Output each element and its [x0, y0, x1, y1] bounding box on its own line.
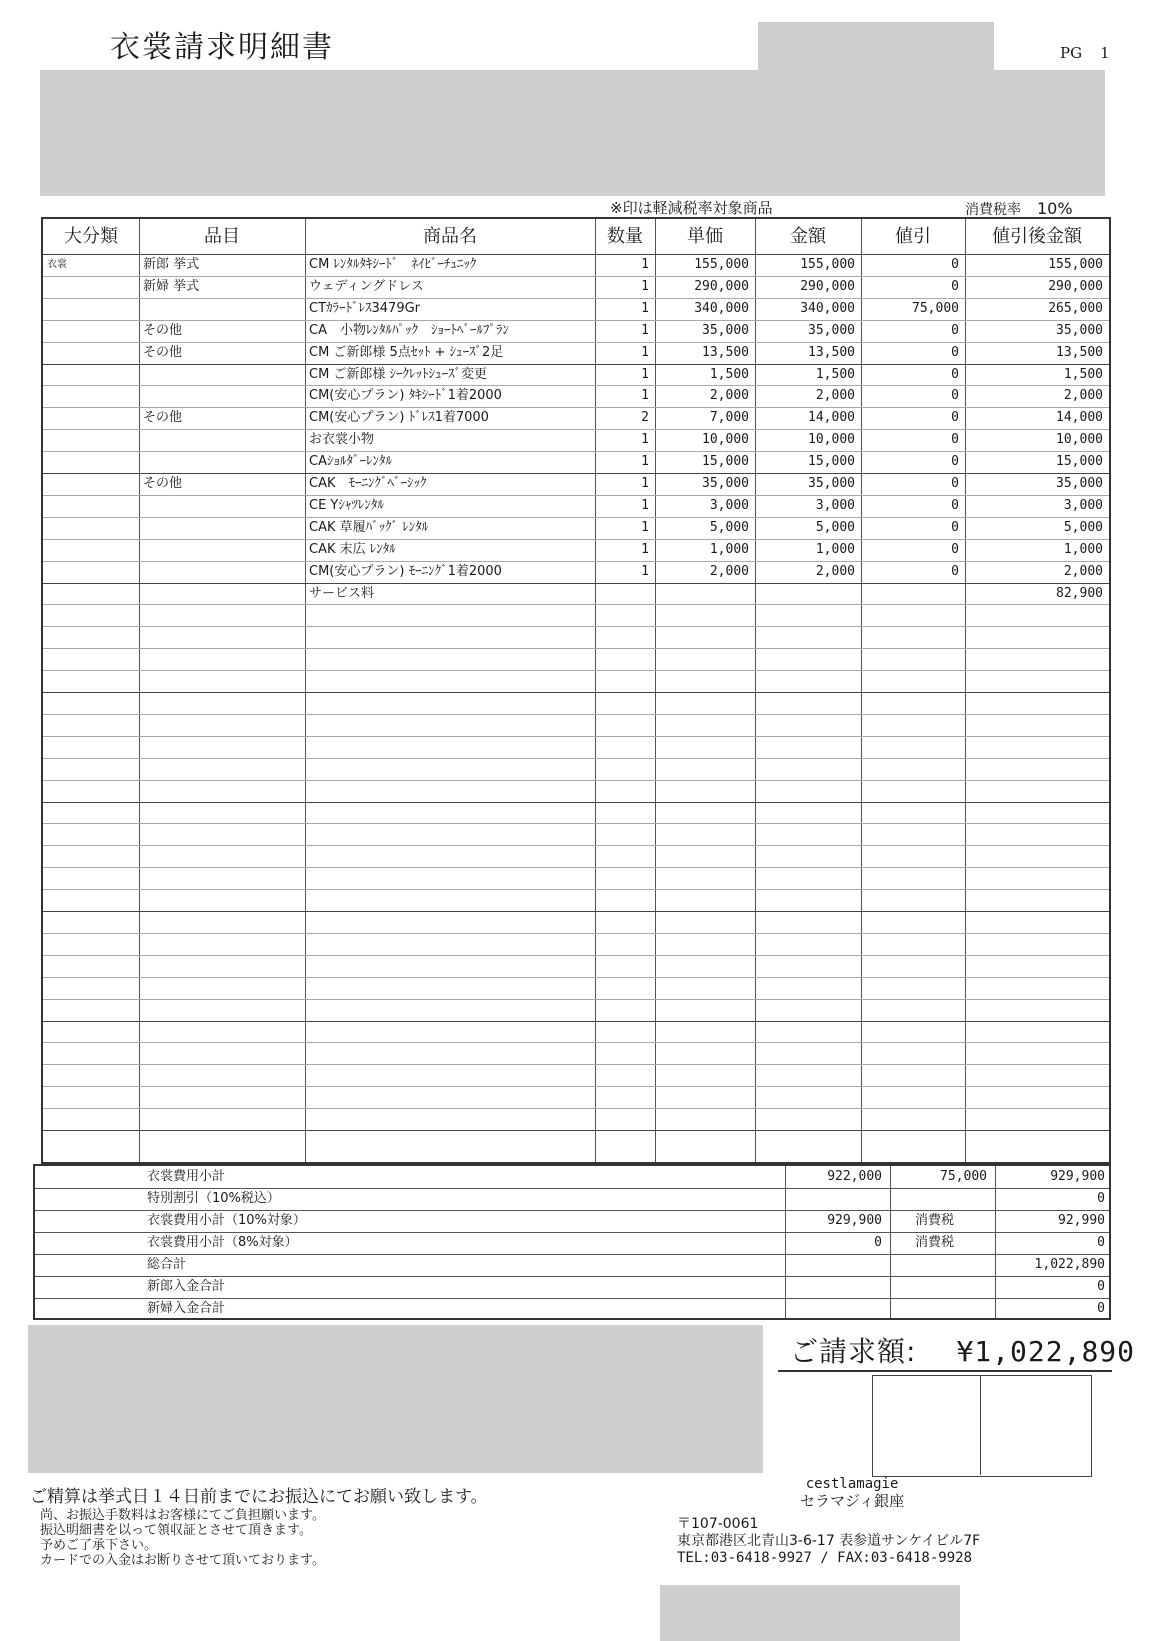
billing-value: ¥1,022,890: [956, 1335, 1136, 1368]
cell-item: [143, 451, 299, 473]
cell-product-name: お衣裳小物: [309, 432, 375, 448]
detail-table: [41, 217, 1111, 1164]
cell-net-amount: 1,500: [1063, 366, 1103, 382]
cell-item: [143, 429, 299, 451]
cell-net-amount: 14,000: [1056, 410, 1103, 426]
row-rule: [43, 1108, 1109, 1109]
cell-product-name: CM ﾚﾝﾀﾙﾀｷｼｰﾄﾞ ﾈｲﾋﾞｰﾁｭﾆｯｸ: [309, 257, 477, 272]
grand-total-value: 1,022,890: [1034, 1257, 1105, 1272]
cell-unit-price: 155,000: [694, 257, 749, 272]
groom-payment-label: 新郎入金合計: [147, 1279, 226, 1294]
subtotal-8-tax-label: 消費税: [915, 1235, 955, 1250]
cell-category: [47, 429, 133, 451]
redacted-block-header: [40, 70, 1105, 196]
special-discount-value: 0: [1097, 1191, 1105, 1206]
street-address: 東京都港区北青山3-6-17 表参道サンケイビル7F: [677, 1533, 981, 1549]
summary-row-8pct: [35, 1232, 1109, 1255]
cell-discount: 0: [951, 454, 959, 470]
cell-category: [47, 407, 133, 429]
redacted-block-bottom-left: [28, 1325, 763, 1473]
cell-amount: 2,000: [815, 563, 855, 579]
billing-amount: [790, 1330, 1135, 1370]
row-rule: [43, 604, 1109, 605]
row-rule: [43, 648, 1109, 649]
cell-product-name: CAK 末広 ﾚﾝﾀﾙ: [309, 541, 396, 557]
cell-product-name: CAK 草履ﾊﾞｯｸﾞ ﾚﾝﾀﾙ: [309, 519, 429, 535]
row-rule: [43, 1042, 1109, 1043]
summary-table: [33, 1164, 1111, 1320]
column-header-unit-price: 単価: [687, 226, 723, 247]
payment-notes: [40, 1508, 325, 1568]
cell-amount: 35,000: [808, 322, 855, 338]
row-rule: [43, 1021, 1109, 1022]
subtotal-8-amount: 0: [874, 1235, 882, 1250]
cell-quantity: 1: [641, 344, 649, 360]
cell-item: [143, 583, 299, 605]
cell-net-amount: 2,000: [1063, 388, 1103, 404]
cell-item: [143, 495, 299, 517]
note-line: 予めご了承下さい。: [40, 1538, 158, 1553]
tax-rate-label: 消費税率: [965, 202, 1021, 218]
cell-item: [143, 561, 299, 583]
summary-row-groom-payment: [35, 1276, 1109, 1299]
payment-notice: ご精算は挙式日１４日前までにお振込にてお願い致します。: [30, 1487, 488, 1507]
cell-discount: 0: [951, 476, 959, 491]
cell-unit-price: 35,000: [702, 322, 749, 338]
cell-discount: 0: [951, 410, 959, 426]
cell-category: 衣裳: [47, 259, 67, 270]
stamp-box: [872, 1375, 1092, 1477]
cell-net-amount: 35,000: [1056, 476, 1103, 491]
cell-discount: 0: [951, 563, 959, 579]
cell-amount: 14,000: [808, 410, 855, 426]
cell-net-amount: 5,000: [1063, 519, 1103, 535]
row-rule: [43, 692, 1109, 693]
cell-discount: 0: [951, 432, 959, 448]
cell-product-name: CAK ﾓｰﾆﾝｸﾞﾍﾞｰｼｯｸ: [309, 476, 427, 491]
cell-discount: 0: [951, 344, 959, 360]
cell-category: [47, 495, 133, 517]
cell-category: [47, 364, 133, 386]
cell-net-amount: 82,900: [1056, 585, 1103, 601]
document-title: 衣裳請求明細書: [110, 30, 334, 65]
cell-product-name: サービス料: [309, 585, 375, 601]
cell-net-amount: 10,000: [1056, 432, 1103, 448]
column-header-quantity: 数量: [607, 226, 643, 247]
row-rule: [43, 845, 1109, 846]
subtotal-10-tax: 92,990: [1058, 1213, 1105, 1228]
cell-amount: 10,000: [808, 432, 855, 448]
cell-quantity: 1: [641, 432, 649, 448]
redacted-block-top-right: [758, 22, 994, 70]
company-name: [800, 1476, 904, 1510]
summary-row-10pct: [35, 1210, 1109, 1233]
tax-rate-value: 10%: [1037, 199, 1073, 218]
page-indicator: [1060, 44, 1110, 62]
cell-category: [47, 517, 133, 539]
column-header-category: 大分類: [64, 226, 118, 247]
row-rule: [43, 1064, 1109, 1065]
row-rule: [43, 626, 1109, 627]
subtotal-10-label: 衣裳費用小計（10%対象）: [147, 1213, 306, 1228]
row-rule: [43, 758, 1109, 759]
cell-amount: 13,500: [808, 344, 855, 360]
cell-quantity: 1: [641, 497, 649, 513]
cell-quantity: 2: [641, 410, 649, 426]
tax-rate: [965, 199, 1073, 219]
cell-discount: 0: [951, 497, 959, 513]
cell-product-name: CM(安心プラン) ﾓｰﾆﾝｸﾞ1着2000: [309, 563, 502, 579]
note-line: 尚、お振込手数料はお客様にてご負担願います。: [40, 1508, 325, 1523]
cell-quantity: 1: [641, 519, 649, 535]
row-rule: [43, 736, 1109, 737]
cell-item: その他: [143, 476, 183, 491]
reduced-tax-note: ※印は軽減税率対象商品: [610, 199, 773, 217]
cell-unit-price: 1,500: [709, 366, 749, 382]
row-rule: [43, 823, 1109, 824]
cell-item: その他: [143, 322, 183, 338]
cell-quantity: 1: [641, 322, 649, 338]
summary-row-grand-total: [35, 1254, 1109, 1277]
row-rule: [43, 1130, 1109, 1131]
cell-discount: 0: [951, 388, 959, 404]
column-header-net-amount: 値引後金額: [992, 226, 1082, 247]
cell-product-name: CE Yｼｬﾂﾚﾝﾀﾙ: [309, 497, 384, 513]
subtotal-net: 929,900: [1050, 1169, 1105, 1184]
cell-unit-price: 10,000: [702, 432, 749, 448]
summary-row-special: [35, 1188, 1109, 1211]
cell-quantity: 1: [641, 476, 649, 491]
cell-category: [47, 561, 133, 583]
cell-net-amount: 265,000: [1048, 300, 1103, 316]
cell-amount: 1,500: [815, 366, 855, 382]
cell-category: [47, 298, 133, 320]
summary-row-bride-payment: [35, 1298, 1109, 1320]
cell-unit-price: 2,000: [709, 563, 749, 579]
phone-fax: TEL:03-6418-9927 / FAX:03-6418-9928: [677, 1550, 973, 1566]
page-label: PG: [1060, 44, 1083, 62]
bride-payment-label: 新婦入金合計: [147, 1301, 226, 1316]
company-name-en: cestlamagie: [805, 1476, 899, 1492]
subtotal-label: 衣裳費用小計: [147, 1169, 226, 1184]
column-header-item: 品目: [204, 226, 240, 247]
cell-item: [143, 364, 299, 386]
cell-unit-price: 1,000: [709, 541, 749, 557]
row-rule: [43, 933, 1109, 934]
column-header-discount: 値引: [895, 226, 931, 247]
cell-product-name: CM ご新郎様 5点ｾｯﾄ + ｼｭｰｽﾞ2足: [309, 344, 504, 360]
cell-quantity: 1: [641, 257, 649, 272]
cell-discount: 0: [951, 257, 959, 272]
grand-total-label: 総合計: [147, 1257, 187, 1272]
cell-amount: 340,000: [800, 300, 855, 316]
redacted-block-bottom: [660, 1585, 960, 1641]
row-rule: [43, 670, 1109, 671]
cell-item: [143, 539, 299, 561]
cell-unit-price: 3,000: [709, 497, 749, 513]
cell-quantity: 1: [641, 388, 649, 404]
cell-product-name: CM ご新郎様 ｼｰｸﾚｯﾄｼｭｰｽﾞ変更: [309, 366, 488, 382]
company-name-jp: セラマジィ銀座: [800, 1492, 905, 1510]
cell-net-amount: 3,000: [1063, 497, 1103, 513]
cell-unit-price: 15,000: [702, 454, 749, 470]
cell-amount: 5,000: [815, 519, 855, 535]
stamp-box-divider: [980, 1375, 981, 1475]
cell-quantity: 1: [641, 563, 649, 579]
company-address: [677, 1516, 980, 1567]
row-rule: [43, 867, 1109, 868]
cell-amount: 2,000: [815, 388, 855, 404]
subtotal-10-tax-label: 消費税: [915, 1213, 955, 1228]
row-rule: [43, 977, 1109, 978]
cell-net-amount: 1,000: [1063, 541, 1103, 557]
cell-unit-price: 290,000: [694, 278, 749, 294]
cell-item: [143, 298, 299, 320]
cell-quantity: 1: [641, 541, 649, 557]
cell-category: [47, 385, 133, 407]
cell-discount: 0: [951, 366, 959, 382]
billing-underline: [778, 1370, 1112, 1372]
cell-unit-price: 5,000: [709, 519, 749, 535]
cell-net-amount: 155,000: [1048, 257, 1103, 272]
cell-discount: 0: [951, 519, 959, 535]
bride-payment-value: 0: [1097, 1301, 1105, 1316]
subtotal-8-label: 衣裳費用小計（8%対象）: [147, 1235, 298, 1250]
cell-net-amount: 35,000: [1056, 322, 1103, 338]
cell-amount: 35,000: [808, 476, 855, 491]
cell-category: [47, 342, 133, 364]
note-line: 振込明細書を以って領収証とさせて頂きます。: [40, 1523, 312, 1538]
cell-item: その他: [143, 344, 183, 360]
cell-unit-price: 2,000: [709, 388, 749, 404]
cell-unit-price: 13,500: [702, 344, 749, 360]
cell-quantity: 1: [641, 454, 649, 470]
cell-amount: 3,000: [815, 497, 855, 513]
page-number: 1: [1100, 44, 1110, 62]
note-line: カードでの入金はお断りさせて頂いております。: [40, 1553, 325, 1568]
subtotal-10-amount: 929,900: [827, 1213, 882, 1228]
cell-discount: [865, 583, 959, 605]
subtotal-amount: 922,000: [827, 1169, 882, 1184]
cell-quantity: 1: [641, 278, 649, 294]
cell-unit-price: 340,000: [694, 300, 749, 316]
cell-item: [143, 385, 299, 407]
cell-unit-price: [659, 583, 749, 605]
groom-payment-value: 0: [1097, 1279, 1105, 1294]
row-rule: [43, 911, 1109, 912]
column-header-amount: 金額: [790, 226, 826, 247]
row-rule: [43, 1086, 1109, 1087]
cell-unit-price: 35,000: [702, 476, 749, 491]
cell-net-amount: 13,500: [1056, 344, 1103, 360]
cell-category: [47, 451, 133, 473]
cell-discount: 75,000: [912, 300, 959, 316]
row-rule: [43, 999, 1109, 1000]
cell-item: [143, 517, 299, 539]
cell-category: [47, 539, 133, 561]
row-rule: [43, 714, 1109, 715]
cell-amount: 15,000: [808, 454, 855, 470]
cell-item: 新婦 挙式: [143, 278, 200, 294]
cell-category: [47, 276, 133, 298]
cell-net-amount: 290,000: [1048, 278, 1103, 294]
cell-unit-price: 7,000: [709, 410, 749, 426]
cell-quantity: [599, 583, 649, 605]
cell-amount: 155,000: [800, 257, 855, 272]
cell-discount: 0: [951, 278, 959, 294]
cell-category: [47, 473, 133, 495]
cell-item: その他: [143, 410, 183, 426]
cell-item: 新郎 挙式: [143, 257, 200, 272]
cell-quantity: 1: [641, 366, 649, 382]
cell-quantity: 1: [641, 300, 649, 316]
cell-product-name: CM(安心プラン) ﾀｷｼｰﾄﾞ1着2000: [309, 388, 502, 404]
cell-product-name: CA 小物ﾚﾝﾀﾙﾊﾟｯｸ ｼｮｰﾄﾍﾞｰﾙﾌﾟﾗﾝ: [309, 322, 509, 338]
summary-row-subtotal: [35, 1166, 1109, 1189]
row-rule: [43, 780, 1109, 781]
cell-product-name: CAｼｮﾙﾀﾞｰﾚﾝﾀﾙ: [309, 454, 392, 470]
cell-discount: 0: [951, 322, 959, 338]
cell-net-amount: 15,000: [1056, 454, 1103, 470]
cell-net-amount: 2,000: [1063, 563, 1103, 579]
row-rule: [43, 955, 1109, 956]
cell-product-name: ウェディングドレス: [309, 278, 424, 294]
column-header-product-name: 商品名: [423, 226, 477, 247]
subtotal-discount: 75,000: [940, 1169, 987, 1184]
cell-category: [47, 583, 133, 605]
billing-label: ご請求額:: [790, 1335, 917, 1368]
cell-amount: 1,000: [815, 541, 855, 557]
row-rule: [43, 889, 1109, 890]
postal-code: 〒107-0061: [677, 1516, 759, 1532]
cell-discount: 0: [951, 541, 959, 557]
special-discount-label: 特別割引（10%税込）: [147, 1191, 280, 1206]
cell-amount: 290,000: [800, 278, 855, 294]
cell-product-name: CM(安心プラン) ﾄﾞﾚｽ1着7000: [309, 410, 489, 426]
cell-product-name: CTｶﾗｰﾄﾞﾚｽ3479Gr: [309, 300, 421, 316]
cell-category: [47, 320, 133, 342]
row-rule: [43, 802, 1109, 803]
cell-amount: [759, 583, 855, 605]
subtotal-8-tax: 0: [1097, 1235, 1105, 1250]
